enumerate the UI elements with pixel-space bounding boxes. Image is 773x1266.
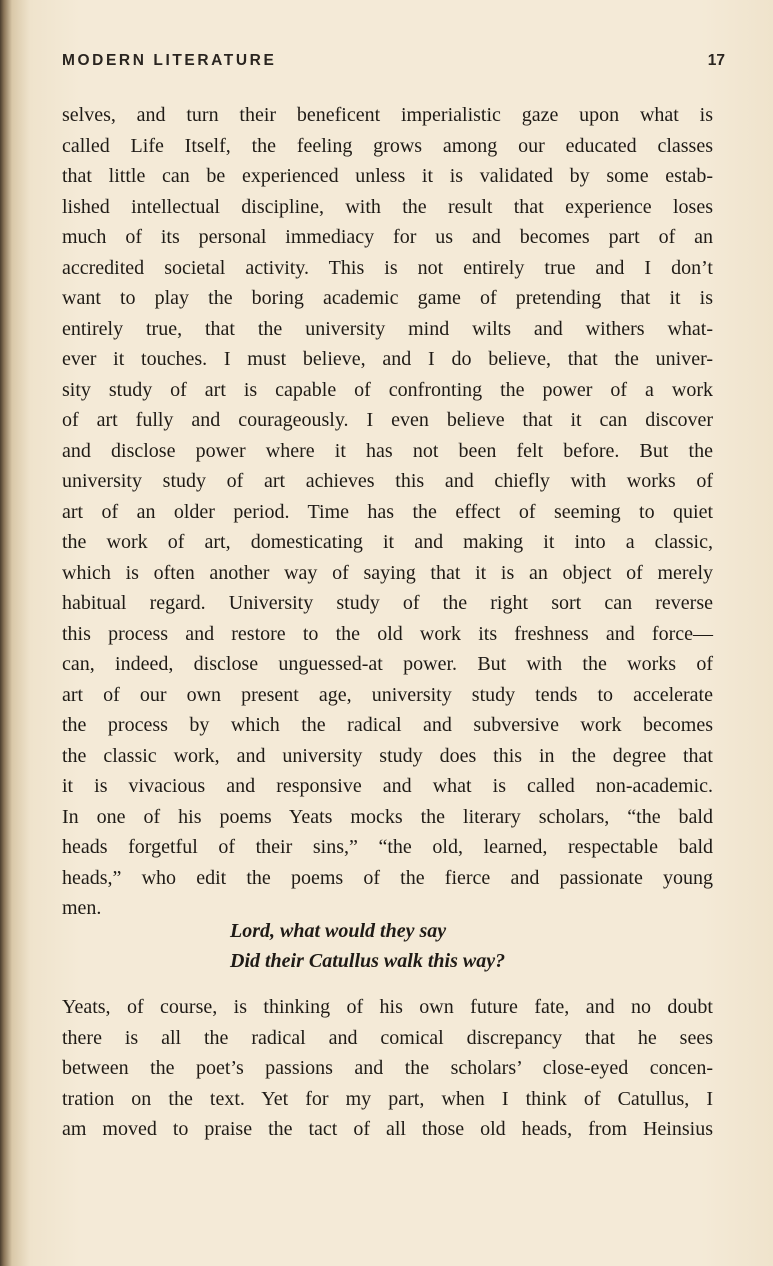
- verse-line: Lord, what would they say: [230, 920, 447, 942]
- text-line: ever it touches. I must believe, and I do believe, that the univer-: [62, 348, 713, 370]
- text-line: want to play the boring academic game of pretending that it is: [62, 287, 713, 309]
- text-line: the work of art, domesticating it and making it into a classic,: [62, 531, 713, 553]
- text-line: accredited societal activity. This is not entirely true and I don’t: [62, 256, 713, 279]
- text-line: which is often another way of saying that it is an object of merely: [62, 561, 713, 584]
- text-line: the classic work, and university study does this in the degree that: [62, 744, 713, 767]
- text-line: there is all the radical and comical discrepancy that he sees: [62, 1026, 713, 1049]
- text-line: selves, and turn their beneficent imperialistic gaze upon what is: [62, 104, 713, 126]
- text-line: In one of his poems Yeats mocks the literary scholars, “the bald: [62, 805, 713, 828]
- text-line: Yeats, of course, is thinking of his own future fate, and no doubt: [62, 996, 713, 1018]
- text-line: sity study of art is capable of confronting the power of a work: [62, 378, 713, 401]
- paragraph-2: [62, 992, 713, 1145]
- text-line: art of our own present age, university study tends to accelerate: [62, 683, 713, 706]
- text-line: can, indeed, disclose unguessed-at power. But with the works of: [62, 653, 713, 675]
- text-line: university study of art achieves this and chiefly with works of: [62, 470, 713, 492]
- text-line: entirely true, that the university mind wilts and withers what-: [62, 317, 713, 340]
- text-line: and disclose power where it has not been felt before. But the: [62, 439, 713, 462]
- verse-quotation: [230, 916, 505, 976]
- page-header: [62, 52, 725, 76]
- text-line: tration on the text. Yet for my part, when I think of Catullus, I: [62, 1087, 713, 1110]
- text-line: much of its personal immediacy for us and becomes part of an: [62, 226, 713, 248]
- verse-line: Did their Catullus walk this way?: [230, 950, 506, 972]
- text-line: called Life Itself, the feeling grows among our educated classes: [62, 134, 713, 157]
- paragraph-1: [62, 100, 713, 924]
- text-line: the process by which the radical and subversive work becomes: [62, 714, 713, 736]
- text-line: heads,” who edit the poems of the fierce and passionate young: [62, 866, 713, 889]
- text-line: between the poet’s passions and the scholars’ close-eyed concen-: [62, 1057, 713, 1079]
- text-line: habitual regard. University study of the right sort can reverse: [62, 592, 713, 614]
- text-line: it is vivacious and responsive and what is called non-academic.: [62, 775, 713, 797]
- text-line: that little can be experienced unless it is validated by some estab-: [62, 165, 713, 187]
- text-line: art of an older period. Time has the effect of seeming to quiet: [62, 500, 713, 523]
- text-line: heads forgetful of their sins,” “the old, learned, respectable bald: [62, 836, 713, 858]
- text-line: am moved to praise the tact of all those old heads, from Heinsius: [62, 1118, 713, 1140]
- text-line: men.: [62, 897, 102, 919]
- text-line: lished intellectual discipline, with the result that experience loses: [62, 195, 713, 218]
- text-line: this process and restore to the old work its freshness and force—: [62, 622, 713, 645]
- running-head: MODERN LITERATURE: [62, 52, 277, 69]
- page-number: 17: [707, 52, 725, 69]
- text-line: of art fully and courageously. I even believe that it can discover: [62, 409, 713, 431]
